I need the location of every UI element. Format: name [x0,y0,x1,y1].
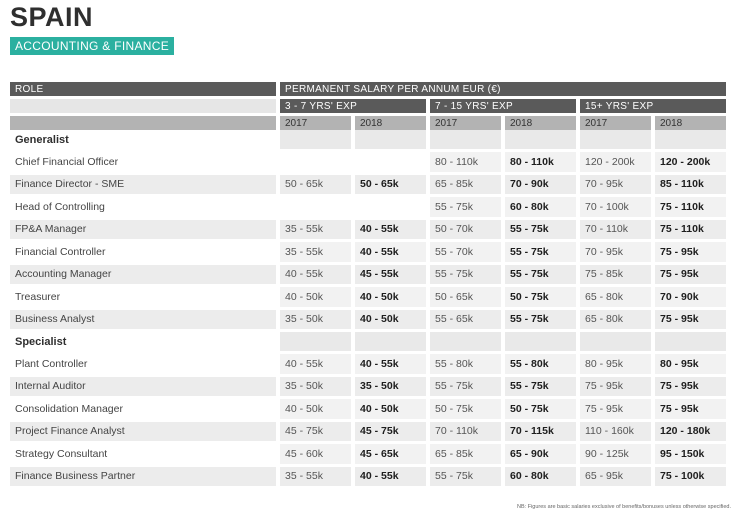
salary-2017-cell: 45 - 60k [280,444,351,467]
salary-2018-cell: 70 - 115k [505,422,576,445]
role-cell: Financial Controller [10,242,276,265]
salary-2018-cell: 70 - 90k [655,287,726,310]
role-cell: Strategy Consultant [10,444,276,467]
salary-2018-cell: 35 - 50k [355,377,426,400]
exp-group-header: 15+ YRS' EXP [580,99,726,116]
section-row [10,130,726,152]
salary-2017-cell: 75 - 95k [580,399,651,422]
footnote: NB: Figures are basic salaries exclusive of benefits/bonuses unless otherwise specified. [517,504,731,510]
section-title: Specialist [10,332,276,354]
salary-2017-cell: 70 - 95k [580,175,651,198]
salary-2018-cell: 80 - 110k [505,152,576,175]
role-cell: Business Analyst [10,310,276,333]
table-row [10,265,726,288]
salary-2017-cell: 50 - 75k [430,399,501,422]
table-row [10,175,726,198]
salary-2018-cell: 55 - 75k [505,377,576,400]
salary-2018-cell: 45 - 55k [355,265,426,288]
salary-2018-cell: 55 - 75k [505,265,576,288]
year-header: 2018 [355,116,426,130]
salary-2018-cell: 80 - 95k [655,354,726,377]
salary-2017-cell: 110 - 160k [580,422,651,445]
salary-2017-cell: 65 - 80k [580,287,651,310]
salary-2017-cell: 45 - 75k [280,422,351,445]
table-row [10,242,726,265]
salary-2017-cell: 35 - 55k [280,467,351,490]
salary-2017-cell: 50 - 70k [430,220,501,243]
role-cell: Head of Controlling [10,197,276,220]
salary-2018-cell: 75 - 95k [655,310,726,333]
salary-2018-cell [355,197,426,220]
empty-cell [430,332,501,354]
empty-cell [355,130,426,152]
salary-2018-cell: 55 - 80k [505,354,576,377]
year-header: 2018 [505,116,576,130]
page-title: SPAIN [10,2,94,32]
salary-2017-cell: 35 - 55k [280,220,351,243]
salary-table [6,82,730,489]
section-row [10,332,726,354]
salary-2018-cell: 120 - 200k [655,152,726,175]
role-cell: Internal Auditor [10,377,276,400]
salary-2017-cell: 55 - 75k [430,377,501,400]
salary-2017-cell: 55 - 75k [430,265,501,288]
category-badge: ACCOUNTING & FINANCE [10,37,174,55]
salary-2017-cell: 55 - 75k [430,467,501,490]
salary-2018-cell: 40 - 55k [355,467,426,490]
blank-header-cell [10,99,276,116]
salary-2018-cell: 40 - 50k [355,287,426,310]
salary-2018-cell: 55 - 75k [505,220,576,243]
salary-2017-cell: 35 - 50k [280,310,351,333]
salary-2018-cell: 85 - 110k [655,175,726,198]
salary-2018-cell: 40 - 55k [355,220,426,243]
salary-2018-cell: 55 - 75k [505,242,576,265]
salary-header: PERMANENT SALARY PER ANNUM EUR (€) [280,82,726,99]
salary-2017-cell: 75 - 85k [580,265,651,288]
salary-2017-cell: 80 - 110k [430,152,501,175]
table-row [10,354,726,377]
table-row [10,422,726,445]
salary-2017-cell: 80 - 95k [580,354,651,377]
empty-cell [655,130,726,152]
salary-2017-cell: 40 - 55k [280,265,351,288]
salary-2017-cell: 70 - 95k [580,242,651,265]
salary-2018-cell: 40 - 50k [355,310,426,333]
salary-2017-cell: 65 - 85k [430,444,501,467]
empty-cell [655,332,726,354]
empty-cell [580,332,651,354]
salary-2017-cell: 35 - 50k [280,377,351,400]
role-cell: Chief Financial Officer [10,152,276,175]
role-cell: Consolidation Manager [10,399,276,422]
year-header: 2017 [580,116,651,130]
table-row [10,377,726,400]
salary-2018-cell: 75 - 95k [655,265,726,288]
salary-2017-cell [280,152,351,175]
salary-2018-cell [355,152,426,175]
year-header: 2017 [430,116,501,130]
table-row [10,467,726,490]
table-row [10,220,726,243]
salary-2017-cell: 50 - 65k [430,287,501,310]
role-cell: Finance Business Partner [10,467,276,490]
salary-2018-cell: 50 - 75k [505,287,576,310]
role-cell: Plant Controller [10,354,276,377]
salary-2018-cell: 50 - 75k [505,399,576,422]
table-row [10,444,726,467]
salary-2018-cell: 45 - 65k [355,444,426,467]
salary-2017-cell: 50 - 65k [280,175,351,198]
salary-2017-cell: 75 - 95k [580,377,651,400]
salary-2018-cell: 120 - 180k [655,422,726,445]
salary-2017-cell: 40 - 50k [280,287,351,310]
salary-2018-cell: 65 - 90k [505,444,576,467]
salary-2018-cell: 70 - 90k [505,175,576,198]
year-header: 2017 [280,116,351,130]
salary-2017-cell: 40 - 50k [280,399,351,422]
salary-2017-cell [280,197,351,220]
salary-2018-cell: 75 - 100k [655,467,726,490]
salary-2018-cell: 95 - 150k [655,444,726,467]
salary-2018-cell: 50 - 65k [355,175,426,198]
salary-2017-cell: 70 - 110k [580,220,651,243]
salary-2018-cell: 75 - 95k [655,399,726,422]
role-cell: Accounting Manager [10,265,276,288]
salary-2017-cell: 55 - 65k [430,310,501,333]
salary-2017-cell: 35 - 55k [280,242,351,265]
salary-2018-cell: 45 - 75k [355,422,426,445]
empty-cell [505,332,576,354]
role-header: ROLE [10,82,276,99]
salary-2018-cell: 55 - 75k [505,310,576,333]
section-title: Generalist [10,130,276,152]
table-body [10,130,726,489]
salary-2017-cell: 55 - 75k [430,197,501,220]
salary-2017-cell: 70 - 110k [430,422,501,445]
blank-header-cell [10,116,276,130]
empty-cell [280,332,351,354]
table-row [10,399,726,422]
role-cell: FP&A Manager [10,220,276,243]
salary-2017-cell: 65 - 85k [430,175,501,198]
salary-2018-cell: 60 - 80k [505,467,576,490]
salary-2017-cell: 90 - 125k [580,444,651,467]
salary-2018-cell: 40 - 50k [355,399,426,422]
salary-2017-cell: 65 - 95k [580,467,651,490]
table-row [10,287,726,310]
empty-cell [355,332,426,354]
table-row [10,152,726,175]
salary-2017-cell: 120 - 200k [580,152,651,175]
table-row [10,197,726,220]
salary-2018-cell: 40 - 55k [355,242,426,265]
empty-cell [430,130,501,152]
role-cell: Treasurer [10,287,276,310]
role-cell: Finance Director - SME [10,175,276,198]
exp-group-header: 3 - 7 YRS' EXP [280,99,426,116]
salary-2017-cell: 70 - 100k [580,197,651,220]
salary-2017-cell: 55 - 80k [430,354,501,377]
role-cell: Project Finance Analyst [10,422,276,445]
salary-2017-cell: 55 - 70k [430,242,501,265]
salary-2018-cell: 75 - 95k [655,377,726,400]
year-header: 2018 [655,116,726,130]
salary-2018-cell: 40 - 55k [355,354,426,377]
empty-cell [505,130,576,152]
salary-2017-cell: 40 - 55k [280,354,351,377]
salary-2018-cell: 75 - 110k [655,197,726,220]
table-row [10,310,726,333]
salary-2017-cell: 65 - 80k [580,310,651,333]
empty-cell [280,130,351,152]
salary-2018-cell: 60 - 80k [505,197,576,220]
salary-2018-cell: 75 - 110k [655,220,726,243]
salary-2018-cell: 75 - 95k [655,242,726,265]
empty-cell [580,130,651,152]
exp-group-header: 7 - 15 YRS' EXP [430,99,576,116]
